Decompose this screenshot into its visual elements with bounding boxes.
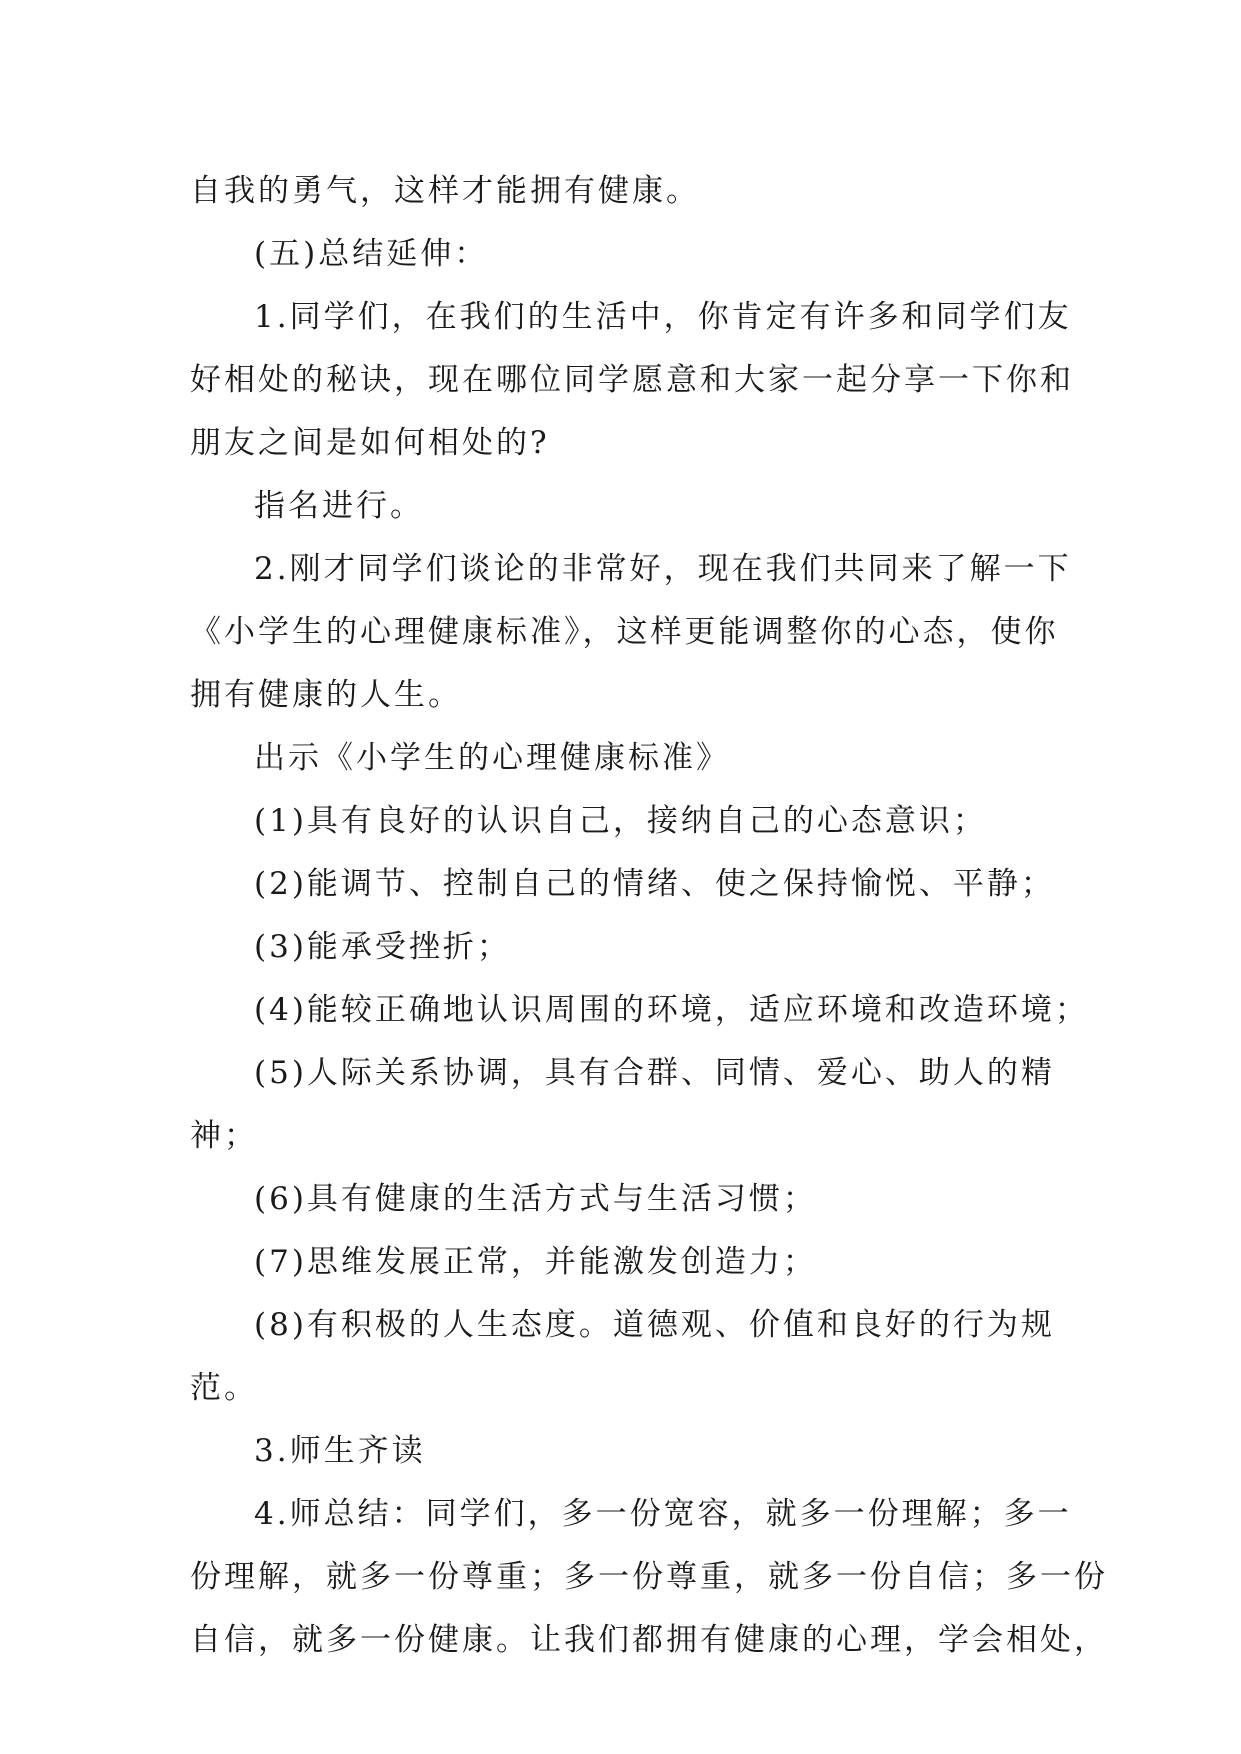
text-line: (3)能承受挫折； [254,929,511,965]
text-line: 好相处的秘诀，现在哪位同学愿意和大家一起分享一下你和 [190,362,1074,398]
text-line: 1.同学们，在我们的生活中，你肯定有许多和同学们友 [254,299,1072,335]
text-line: (4)能较正确地认识周围的环境，适应环境和改造环境； [254,992,1089,1028]
text-line: (1)具有良好的认识自己，接纳自己的心态意识； [254,803,987,839]
text-line: 范。 [190,1370,258,1406]
text-line: 4.师总结：同学们，多一份宽容，就多一份理解；多一 [254,1496,1072,1532]
text-line: (2)能调节、控制自己的情绪、使之保持愉悦、平静； [254,866,1055,902]
text-line: 拥有健康的人生。 [190,677,462,713]
text-line: 2.刚才同学们谈论的非常好，现在我们共同来了解一下 [254,551,1072,587]
text-line: 出示《小学生的心理健康标准》 [254,740,730,776]
text-line: (6)具有健康的生活方式与生活习惯； [254,1181,817,1217]
text-line: (7)思维发展正常，并能激发创造力； [254,1244,817,1280]
text-line: 《小学生的心理健康标准》，这样更能调整你的心态，使你 [190,614,1059,650]
text-line: 朋友之间是如何相处的? [190,425,550,461]
text-line: 自信，就多一份健康。让我们都拥有健康的心理，学会相处， [190,1622,1108,1658]
text-line: 指名进行。 [254,488,424,524]
text-line: 3.师生齐读 [254,1433,426,1469]
text-line: 自我的勇气，这样才能拥有健康。 [190,173,700,209]
text-line: 份理解，就多一份尊重；多一份尊重，就多一份自信；多一份 [190,1559,1108,1595]
text-line: (五)总结延伸： [254,236,489,272]
document-body [190,160,1108,1672]
text-line: (8)有积极的人生态度。道德观、价值和良好的行为规 [254,1307,1055,1343]
text-line: (5)人际关系协调，具有合群、同情、爱心、助人的精 [254,1055,1055,1091]
text-line: 神； [190,1118,258,1154]
